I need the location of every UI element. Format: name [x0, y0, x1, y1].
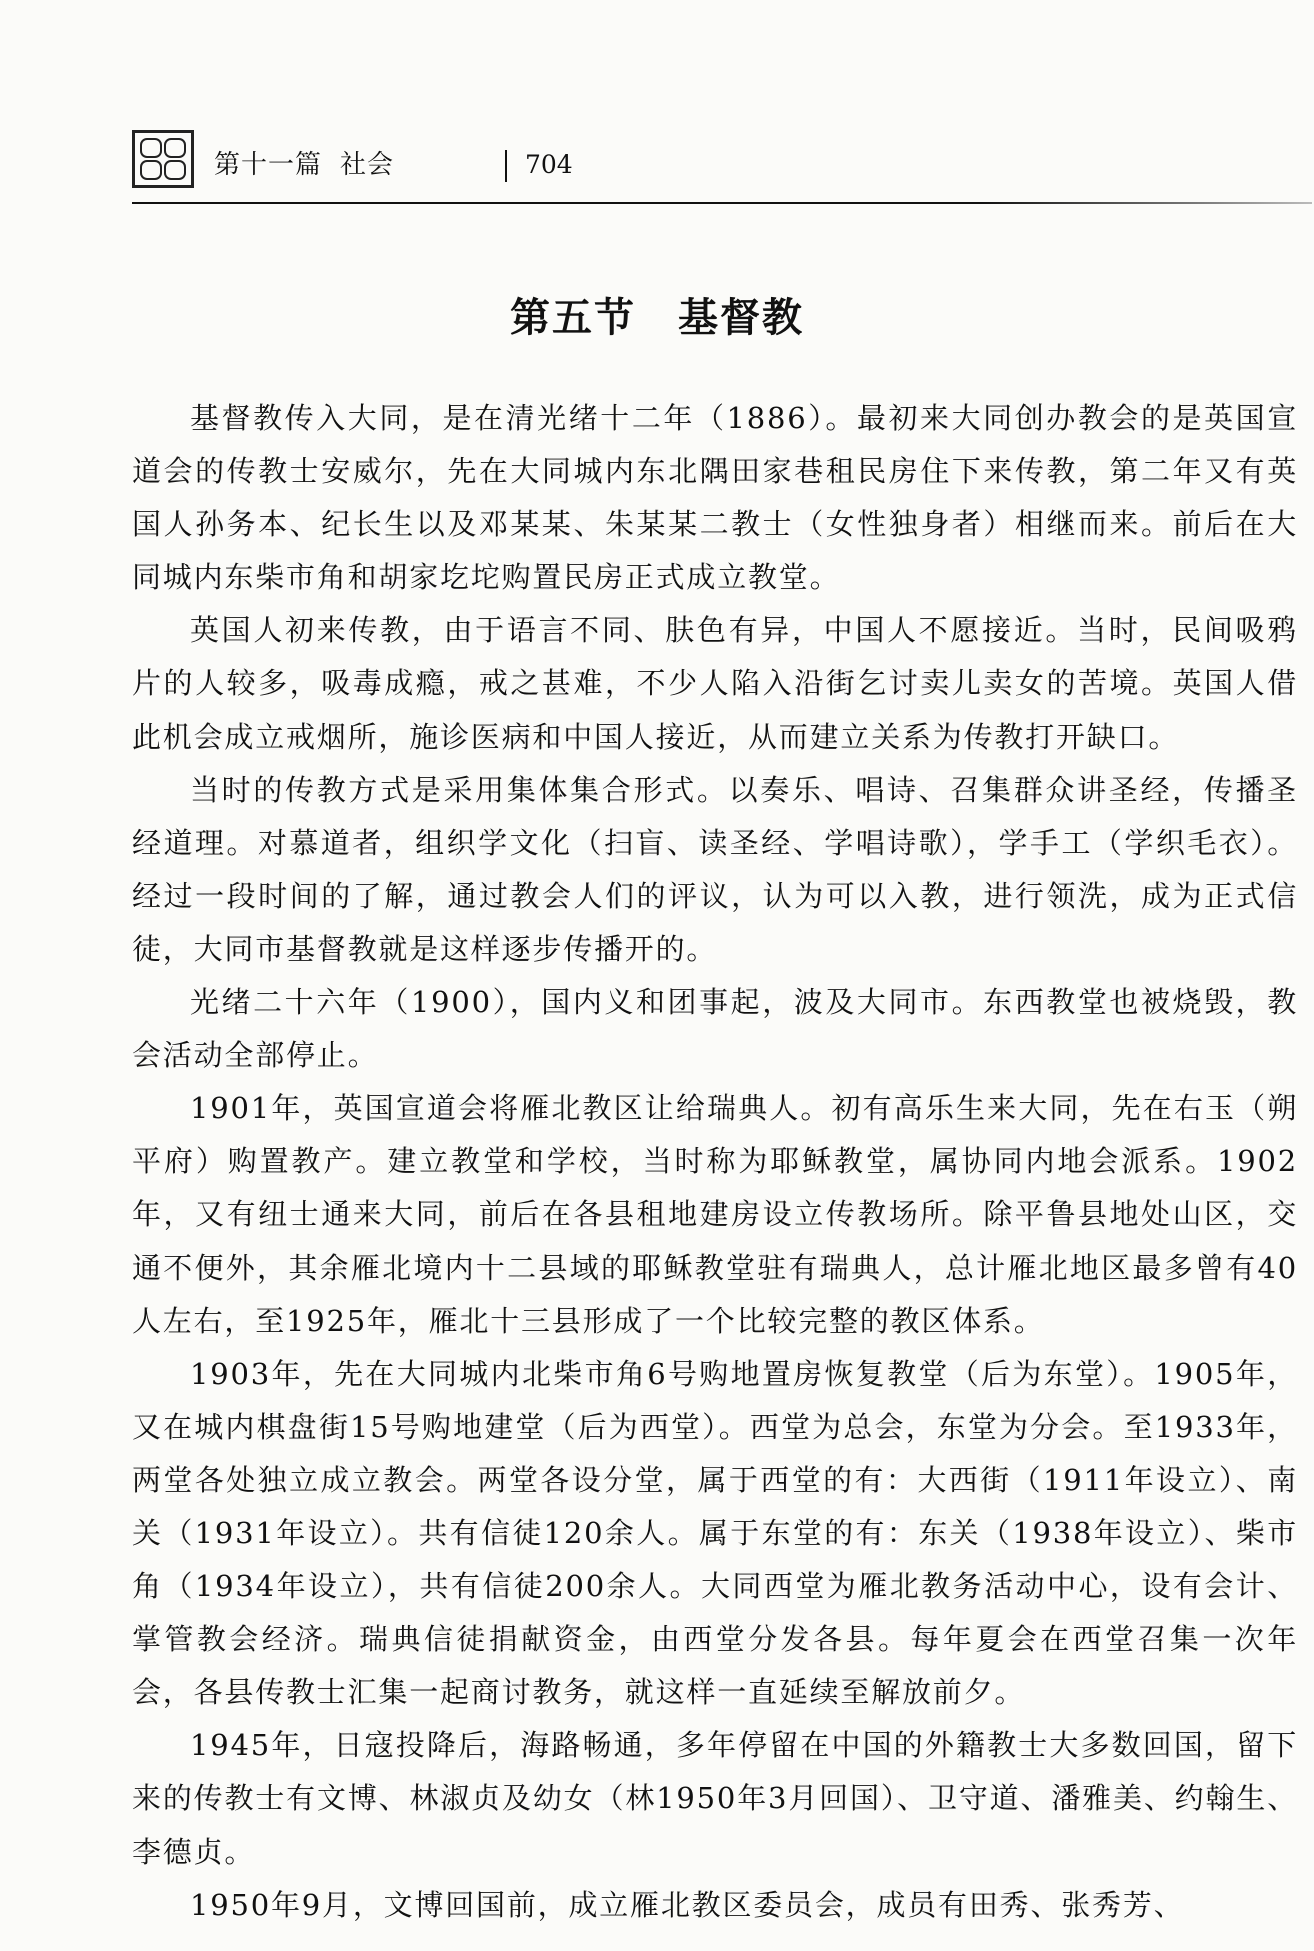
- chapter-label: 第十一篇: [214, 150, 323, 180]
- paragraph: 1945年，日寇投降后，海路畅通，多年停留在中国的外籍教士大多数回国，留下来的传教士有文博、林淑贞及幼女（林1950年3月回国）、卫守道、潘雅美、约翰生、李德贞。: [132, 1728, 1298, 1869]
- body-text: [132, 392, 1298, 1932]
- paragraph: 英国人初来传教，由于语言不同、肤色有异，中国人不愿接近。当时，民间吸鸦片的人较多，吸毒成瘾，戒之甚难，不少人陷入沿街乞讨卖儿卖女的苦境。英国人借此机会成立戒烟所，施诊医病和中国人接近，从而建立关系为传教打开缺口。: [132, 613, 1298, 754]
- paragraph: 1950年9月，文博回国前，成立雁北教区委员会，成员有田秀、张秀芳、: [190, 1887, 1185, 1922]
- running-header: [132, 130, 1312, 200]
- paragraph: 光绪二十六年（1900），国内义和团事起，波及大同市。东西教堂也被烧毁，教会活动全部停止。: [132, 985, 1298, 1073]
- section-title: 第五节 基督教: [510, 294, 804, 341]
- paragraph: 当时的传教方式是采用集体集合形式。以奏乐、唱诗、召集群众讲圣经，传播圣经道理。对慕道者，组织学文化（扫盲、读圣经、学唱诗歌），学手工（学织毛衣）。经过一段时间的了解，通过教会人们的评议，认为可以入教，进行领洗，成为正式信徒，大同市基督教就是这样逐步传播开的。: [132, 772, 1298, 966]
- header-separator: [505, 150, 507, 182]
- paragraph: 1901年，英国宣道会将雁北教区让给瑞典人。初有高乐生来大同，先在右玉（朔平府）购置教产。建立教堂和学校，当时称为耶稣教堂，属协同内地会派系。1902年，又有纽士通来大同，前后在各县租地建房设立传教场所。除平鲁县地处山区，交通不便外，其余雁北境内十二县域的耶稣教堂驻有瑞典人，总计雁北地区最多曾有40人左右，至1925年，雁北十三县形成了一个比较完整的教区体系。: [132, 1091, 1298, 1338]
- book-emblem-icon: [132, 130, 194, 188]
- header-text: [214, 144, 573, 182]
- page-number: 704: [525, 150, 573, 179]
- paragraph: 1903年，先在大同城内北柴市角6号购地置房恢复教堂（后为东堂）。1905年，又在城内棋盘街15号购地建堂（后为西堂）。西堂为总会，东堂为分会。至1933年，两堂各处独立成立教会。两堂各设分堂，属于西堂的有：大西街（1911年设立）、南关（1931年设立）。共有信徒120余人。属于东堂的有：东关（1938年设立）、柴市角（1934年设立），共有信徒200余人。大同西堂为雁北教务活动中心，设有会计、掌管教会经济。瑞典信徒捐献资金，由西堂分发各县。每年夏会在西堂召集一次年会，各县传教士汇集一起商讨教务，就这样一直延续至解放前夕。: [132, 1356, 1298, 1710]
- section-label: 社会: [340, 150, 395, 180]
- paragraph: 基督教传入大同，是在清光绪十二年（1886）。最初来大同创办教会的是英国宣道会的传教士安威尔，先在大同城内东北隅田家巷租民房住下来传教，第二年又有英国人孙务本、纪长生以及邓某某、朱某某二教士（女性独身者）相继而来。前后在大同城内东柴市角和胡家圪坨购置民房正式成立教堂。: [132, 401, 1298, 595]
- header-rule: [132, 202, 1312, 204]
